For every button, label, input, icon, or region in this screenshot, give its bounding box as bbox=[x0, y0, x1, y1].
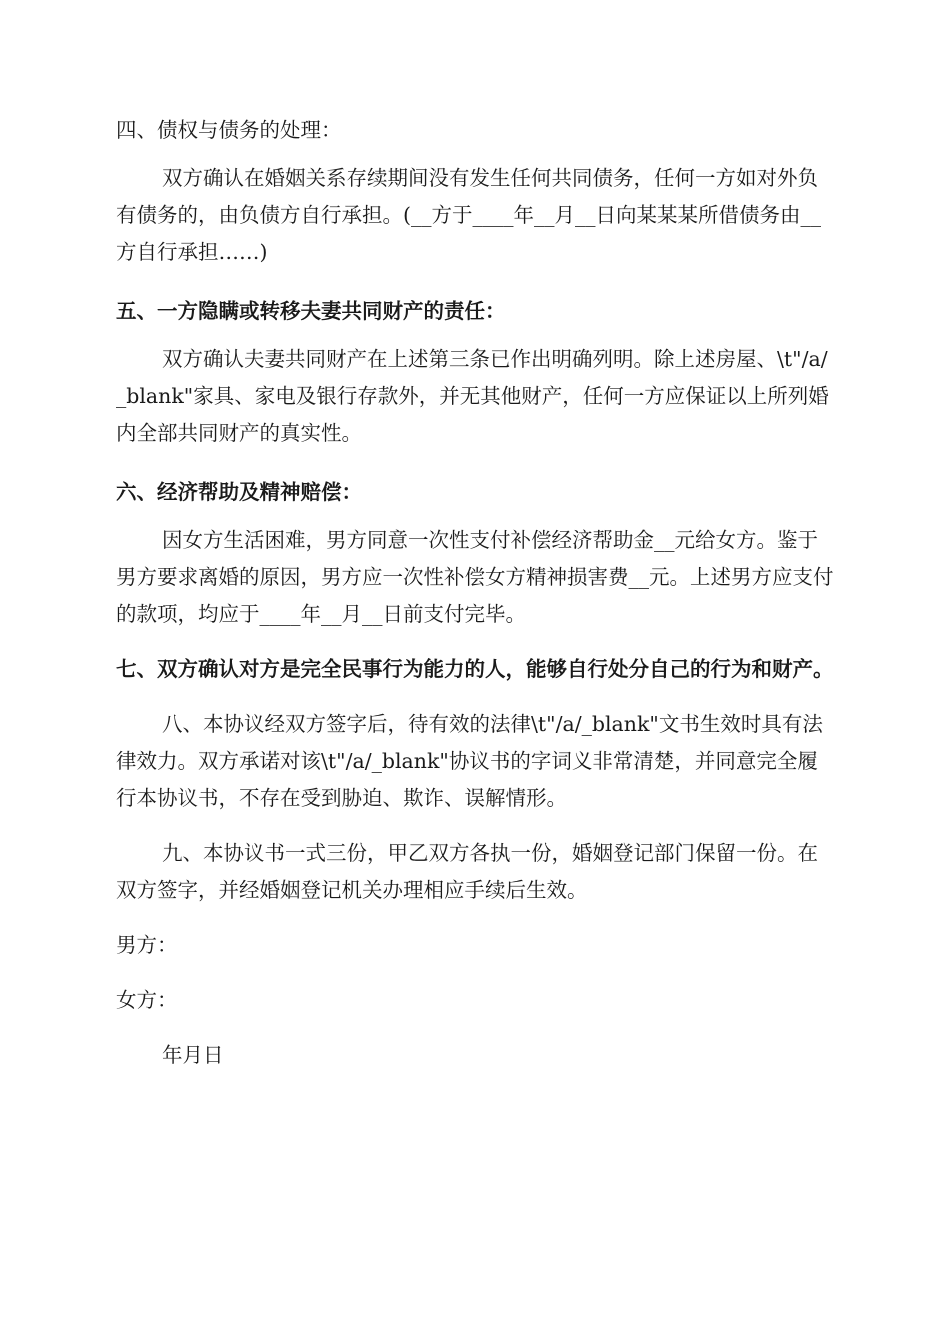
clause-8: 八、本协议经双方签字后，待有效的法律\t"/a/_blank"文书生效时具有法律效力。双方承诺对该\t"/a/_blank"协议书的字词义非常清楚，并同意完全履行本协议书，不存在受到胁迫、欺诈、误解情形。 bbox=[116, 712, 823, 810]
section-4-heading: 四、债权与债务的处理： bbox=[116, 118, 342, 142]
section-5-heading: 五、一方隐瞒或转移夫妻共同财产的责任： bbox=[116, 299, 506, 323]
section-7-heading: 七、双方确认对方是完全民事行为能力的人，能够自行处分自己的行为和财产。 bbox=[116, 657, 834, 681]
section-6-heading: 六、经济帮助及精神赔偿： bbox=[116, 480, 362, 504]
section-5-body: 双方确认夫妻共同财产在上述第三条已作出明确列明。除上述房屋、\t"/a/_blank"家具、家电及银行存款外，并无其他财产，任何一方应保证以上所列婚内全部共同财产的真实性。 bbox=[116, 347, 829, 445]
signature-male: 男方： bbox=[116, 933, 178, 957]
signature-female: 女方： bbox=[116, 988, 178, 1012]
document-page bbox=[116, 112, 836, 1074]
date-line: 年月日 bbox=[162, 1043, 224, 1067]
section-4-body: 双方确认在婚姻关系存续期间没有发生任何共同债务，任何一方如对外负有债务的，由负债方自行承担。(__方于____年__月__日向某某某所借债务由__方自行承担……) bbox=[116, 166, 821, 264]
clause-9: 九、本协议书一式三份，甲乙双方各执一份，婚姻登记部门保留一份。在双方签字，并经婚姻登记机关办理相应手续后生效。 bbox=[116, 841, 818, 902]
section-6-body: 因女方生活困难，男方同意一次性支付补偿经济帮助金__元给女方。鉴于男方要求离婚的原因，男方应一次性补偿女方精神损害费__元。上述男方应支付的款项，均应于____年__月__日前支付完毕。 bbox=[116, 528, 834, 626]
